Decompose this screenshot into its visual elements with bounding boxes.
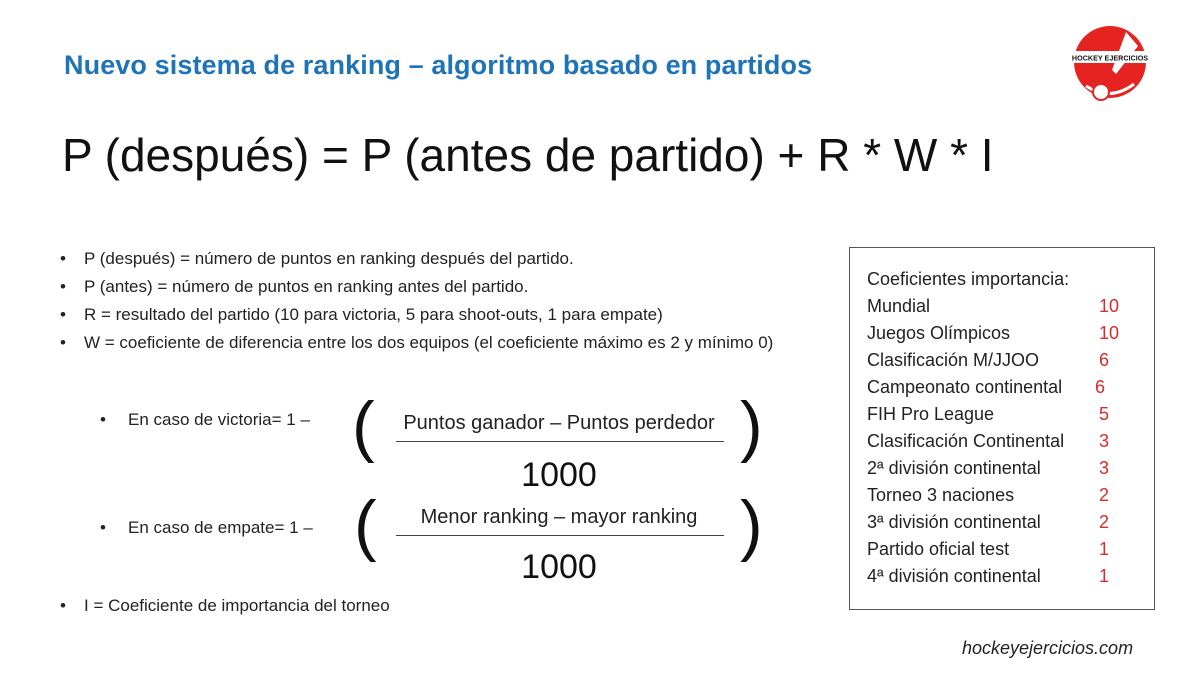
coefficient-row [867, 512, 1147, 539]
coefficient-value: 10 [1099, 296, 1120, 316]
case-victory-label: • En caso de victoria= 1 – [128, 410, 310, 430]
draw-paren-close: ) [740, 487, 763, 563]
main-formula: P (después) = P (antes de partido) + R * W * I [62, 129, 994, 181]
definition-p-before: • P (antes) = número de puntos en ranking antes del partido. [58, 273, 818, 301]
definition-p-after: • P (después) = número de puntos en ranking después del partido. [58, 245, 818, 273]
coefficient-value: 6 [1095, 377, 1106, 397]
draw-denominator: 1000 [521, 548, 597, 586]
draw-paren-open: ( [354, 487, 377, 563]
definition-r: • R = resultado del partido (10 para victoria, 5 para shoot-outs, 1 para empate) [58, 301, 818, 329]
victory-numerator: Puntos ganador – Puntos perdedor [403, 412, 715, 434]
coefficient-row [867, 296, 1147, 323]
victory-fraction-line [396, 441, 724, 442]
coefficient-row [867, 323, 1147, 350]
coefficient-value: 5 [1099, 404, 1110, 424]
logo-text: HOCKEY EJERCICIOS [1071, 53, 1149, 63]
definition-w: • W = coeficiente de diferencia entre los dos equipos (el coeficiente máximo es 2 y mínimo 0) [58, 329, 818, 357]
coefficient-value: 3 [1099, 458, 1110, 478]
coefficient-row [867, 431, 1147, 458]
coefficient-value: 1 [1099, 539, 1110, 559]
coefficient-row [867, 485, 1147, 512]
coefficient-name: 3ª división continental [867, 512, 1041, 532]
coefficient-name: Clasificación M/JJOO [867, 350, 1040, 370]
definition-list [58, 245, 818, 357]
coefficient-name: 2ª división continental [867, 458, 1041, 478]
coefficient-name: Clasificación Continental [867, 431, 1065, 451]
definition-i: • I = Coeficiente de importancia del torneo [58, 596, 390, 616]
coefficient-row [867, 377, 1147, 404]
coefficient-row [867, 350, 1147, 377]
victory-paren-open: ( [352, 388, 375, 464]
victory-paren-close: ) [740, 388, 763, 464]
coefficient-row [867, 566, 1147, 593]
draw-fraction-line [396, 535, 724, 536]
coefficient-row [867, 404, 1147, 431]
website-footer: hockeyejercicios.com [962, 638, 1134, 658]
coefficient-name: FIH Pro League [867, 404, 995, 424]
coefficient-row [867, 458, 1147, 485]
coefficient-name: Juegos Olímpicos [867, 323, 1011, 343]
coefficient-name: Torneo 3 naciones [867, 485, 1015, 505]
draw-numerator: Menor ranking – mayor ranking [420, 506, 698, 528]
victory-denominator: 1000 [521, 456, 597, 494]
coefficient-row [867, 539, 1147, 566]
coefficient-value: 2 [1099, 485, 1110, 505]
coefficient-value: 10 [1099, 323, 1120, 343]
case-draw-label: • En caso de empate= 1 – [128, 518, 313, 538]
coefficient-name: 4ª división continental [867, 566, 1041, 586]
coefficient-name: Partido oficial test [867, 539, 1010, 559]
coefficients-box [849, 247, 1155, 610]
coefficients-title: Coeficientes importancia: [867, 269, 1070, 289]
coefficient-value: 2 [1099, 512, 1110, 532]
coefficient-value: 1 [1099, 566, 1110, 586]
slide-title: Nuevo sistema de ranking – algoritmo basado en partidos [64, 50, 813, 80]
coefficient-value: 3 [1099, 431, 1110, 451]
coefficient-name: Campeonato continental [867, 377, 1063, 397]
coefficient-value: 6 [1099, 350, 1110, 370]
hockey-ball-logo-icon [1068, 24, 1152, 104]
coefficient-name: Mundial [867, 296, 931, 316]
